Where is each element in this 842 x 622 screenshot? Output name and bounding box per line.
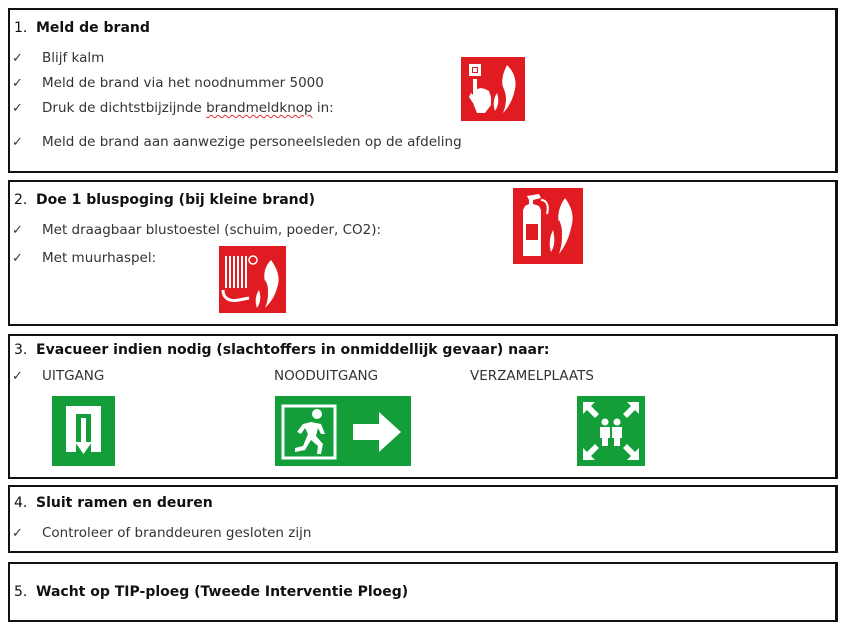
- section-number: 5.: [14, 584, 28, 600]
- section-number: 4.: [14, 495, 28, 511]
- list-item: [10, 368, 104, 384]
- section-4-heading: [14, 495, 213, 511]
- exit-sign-icon: [52, 396, 115, 466]
- section-title: Doe 1 bluspoging (bij kleine brand): [36, 192, 316, 208]
- section-number: 1.: [14, 20, 28, 36]
- section-2-heading: [14, 192, 315, 208]
- exit-label: UITGANG: [42, 368, 105, 384]
- section-1-heading: [14, 20, 150, 36]
- section-title: Sluit ramen en deuren: [36, 495, 213, 511]
- fire-extinguisher-sign-icon: [513, 188, 583, 264]
- section-5: [8, 562, 838, 622]
- section-3-heading: [14, 342, 550, 358]
- section-number: 2.: [14, 192, 28, 208]
- section-4: [8, 485, 838, 553]
- section-1: [8, 8, 838, 173]
- assembly-point-label: VERZAMELPLAATS: [470, 368, 594, 384]
- emergency-exit-right-sign-icon: [275, 396, 411, 466]
- fire-alarm-button-sign-icon: [461, 57, 525, 121]
- check-icon: ✓: [12, 223, 23, 238]
- list-item: ✓ Controleer of branddeuren gesloten zijn: [12, 525, 312, 541]
- check-icon: ✓: [12, 251, 23, 266]
- section-5-heading: [14, 584, 408, 600]
- list-item: ✓ Meld de brand aan aanwezige personeelsleden op de afdeling: [12, 134, 462, 150]
- check-icon: ✓: [12, 101, 23, 116]
- section-3: [8, 334, 838, 479]
- check-icon: ✓: [12, 51, 23, 66]
- misspelled-word: brandmeldknop: [206, 100, 313, 116]
- list-item: ✓ Meld de brand via het noodnummer 5000: [12, 75, 324, 91]
- section-number: 3.: [14, 342, 28, 358]
- emergency-exit-label: NOODUITGANG: [274, 368, 379, 384]
- fire-hose-reel-sign-icon: [219, 246, 286, 313]
- check-icon: ✓: [12, 369, 23, 384]
- list-item: ✓ Met draagbaar blustoestel (schuim, poeder, CO2):: [12, 222, 382, 238]
- list-item: ✓ Druk de dichtstbijzijnde brandmeldknop in:: [12, 100, 334, 116]
- list-item: ✓ Blijf kalm: [12, 50, 105, 66]
- section-title: Wacht op TIP-ploeg (Tweede Interventie Ploeg): [36, 584, 409, 600]
- check-icon: ✓: [12, 135, 23, 150]
- list-item: ✓ Met muurhaspel:: [12, 250, 157, 266]
- check-icon: ✓: [12, 526, 23, 541]
- section-title: Evacueer indien nodig (slachtoffers in onmiddellijk gevaar) naar:: [36, 342, 550, 358]
- section-2: [8, 180, 838, 326]
- section-title: Meld de brand: [36, 20, 150, 36]
- assembly-point-sign-icon: [577, 396, 645, 466]
- check-icon: ✓: [12, 76, 23, 91]
